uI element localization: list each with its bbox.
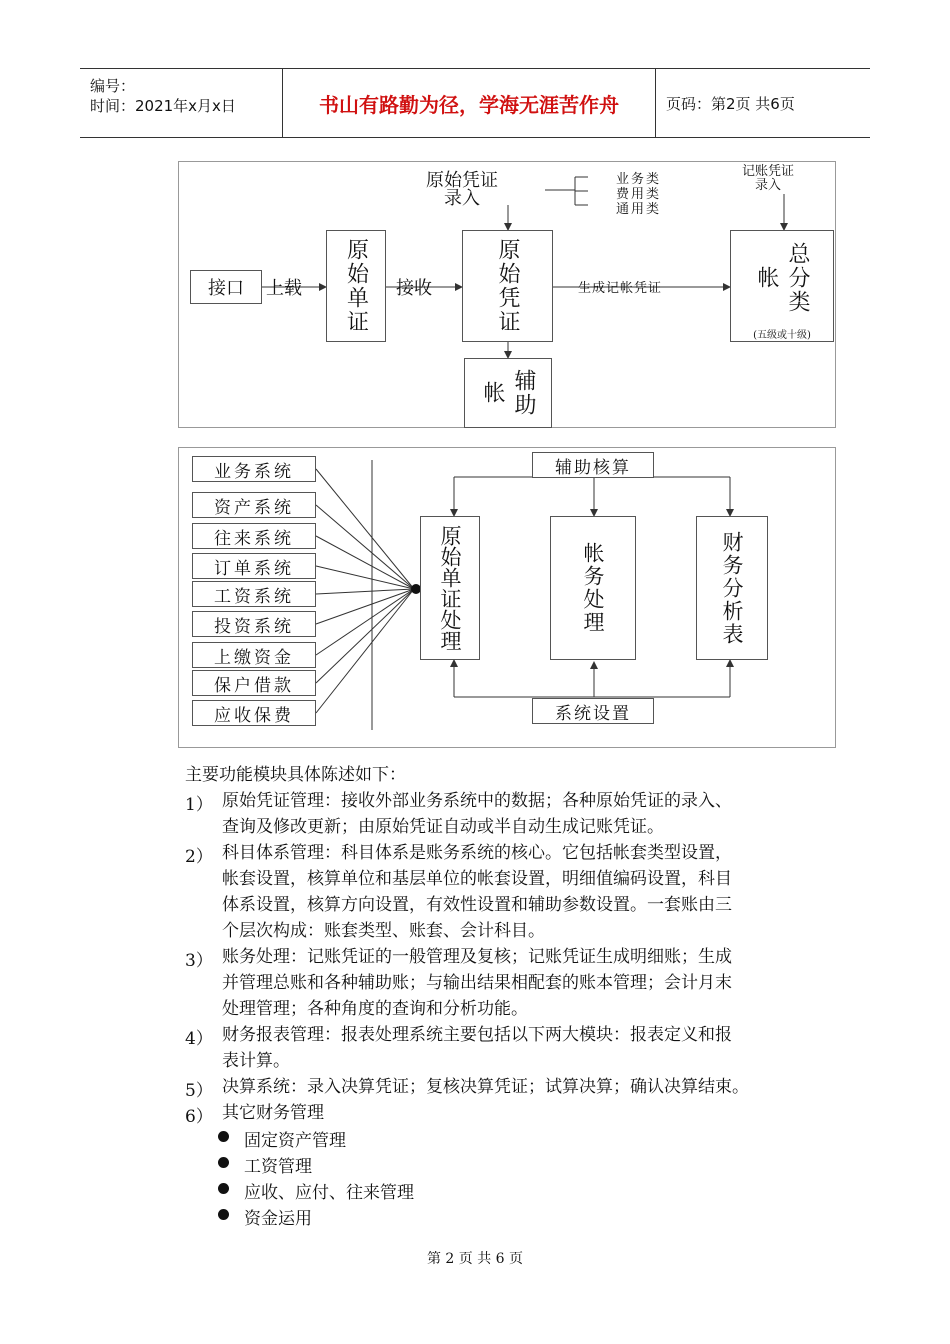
item-number: 1）	[185, 795, 213, 815]
system-label: 业务系统	[214, 461, 294, 482]
item-line: 决算系统：录入决算凭证；复核决算凭证；试算决算；确认决算结束。	[222, 1077, 749, 1097]
voucher-entry-label: 原始凭证 录入	[426, 170, 498, 209]
page-footer: 第 2 页 共 6 页	[426, 1251, 524, 1267]
item-text	[222, 788, 822, 840]
aux-accounting-box	[532, 452, 654, 478]
item-line: 财务报表管理：报表处理系统主要包括以下两大模块：报表定义和报	[222, 1025, 732, 1045]
item-number: 6）	[185, 1107, 213, 1127]
bookkeeping-entry-label: 记账凭证 录入	[742, 164, 795, 193]
interface-label: 接口	[208, 278, 244, 299]
item-text	[222, 1074, 822, 1100]
category-general: 通用类	[616, 202, 662, 217]
system-settings-label: 系统设置	[555, 703, 631, 724]
item-line: 表计算。	[222, 1051, 290, 1071]
system-item	[192, 670, 316, 696]
system-label: 资产系统	[214, 497, 294, 518]
system-item	[192, 700, 316, 726]
system-label: 投资系统	[214, 616, 294, 637]
item-text	[222, 840, 822, 944]
original-voucher-label: 原始凭证	[495, 238, 520, 334]
item-line: 个层次构成：账套类型、账套、会计科目。	[222, 921, 545, 941]
bullet-icon	[218, 1183, 229, 1194]
system-item	[192, 642, 316, 668]
category-expense: 费用类	[616, 187, 662, 202]
receive-label: 接收	[396, 278, 432, 299]
item-line: 账务处理：记账凭证的一般管理及复核；记账凭证生成明细账；生成	[222, 947, 732, 967]
general-ledger-label: 总分类帐	[754, 241, 810, 314]
original-doc-label: 原始单证	[343, 238, 369, 334]
bullet-icon	[218, 1209, 229, 1220]
bullet-icon	[218, 1157, 229, 1168]
item-number: 4）	[185, 1029, 213, 1049]
item-line: 原始凭证管理：接收外部业务系统中的数据；各种原始凭证的录入、	[222, 791, 732, 811]
system-label: 应收保费	[214, 705, 294, 726]
aux-account-label: 辅助帐	[480, 369, 536, 417]
system-item	[192, 611, 316, 637]
bullet-text: 固定资产管理	[244, 1131, 346, 1151]
original-processing-label: 原始单证处理	[438, 525, 462, 651]
motto: 书山有路勤为径，学海无涯苦作舟	[283, 69, 656, 137]
item-text	[222, 1022, 822, 1074]
item-line: 处理管理；各种角度的查询和分析功能。	[222, 999, 528, 1019]
item-line: 查询及修改更新；由原始凭证自动或半自动生成记账凭证。	[222, 817, 664, 837]
system-label: 保户借款	[214, 675, 294, 696]
bullet-icon	[218, 1131, 229, 1142]
item-line: 帐套设置，核算单位和基层单位的帐套设置，明细值编码设置，科目	[222, 869, 732, 889]
system-item	[192, 492, 316, 518]
item-line: 体系设置，核算方向设置，有效性设置和辅助参数设置。一套账由三	[222, 895, 732, 915]
system-label: 往来系统	[214, 528, 294, 549]
system-label: 订单系统	[214, 558, 294, 579]
item-text	[222, 1100, 822, 1126]
system-label: 上缴资金	[214, 647, 294, 668]
category-business: 业务类	[616, 172, 662, 187]
page-label: 页码：第2页 共6页	[666, 94, 795, 113]
system-item	[192, 523, 316, 549]
system-item	[192, 553, 316, 579]
system-label: 工资系统	[214, 586, 294, 607]
item-number: 2）	[185, 847, 213, 867]
item-line: 并管理总账和各种辅助账；与输出结果相配套的账本管理；会计月末	[222, 973, 732, 993]
number-label: 编号：	[90, 77, 136, 95]
ledger-note: (五级或十级)	[753, 330, 811, 341]
original-processing-box	[420, 516, 480, 660]
intro-text: 主要功能模块具体陈述如下：	[185, 765, 406, 785]
bullet-text: 工资管理	[244, 1157, 312, 1177]
financial-analysis-label: 财务分析表	[720, 530, 744, 646]
system-item	[192, 456, 316, 482]
item-number: 5）	[185, 1081, 213, 1101]
item-line: 科目体系管理：科目体系是账务系统的核心。它包括帐套类型设置，	[222, 843, 732, 863]
load-label: 上载	[266, 278, 302, 299]
aux-accounting-label: 辅助核算	[555, 457, 631, 478]
item-line: 其它财务管理	[222, 1103, 324, 1123]
account-processing-label: 帐务处理	[581, 542, 605, 634]
item-text	[222, 944, 822, 1022]
financial-analysis-box	[696, 516, 768, 660]
generate-label: 生成记帐凭证	[578, 281, 663, 296]
system-settings-box	[532, 698, 654, 724]
bullet-text: 应收、应付、往来管理	[244, 1183, 414, 1203]
system-item	[192, 581, 316, 607]
bullet-text: 资金运用	[244, 1209, 312, 1229]
time-label: 时间：2021年x月x日	[90, 97, 236, 115]
account-processing-box	[550, 516, 636, 660]
item-number: 3）	[185, 951, 213, 971]
